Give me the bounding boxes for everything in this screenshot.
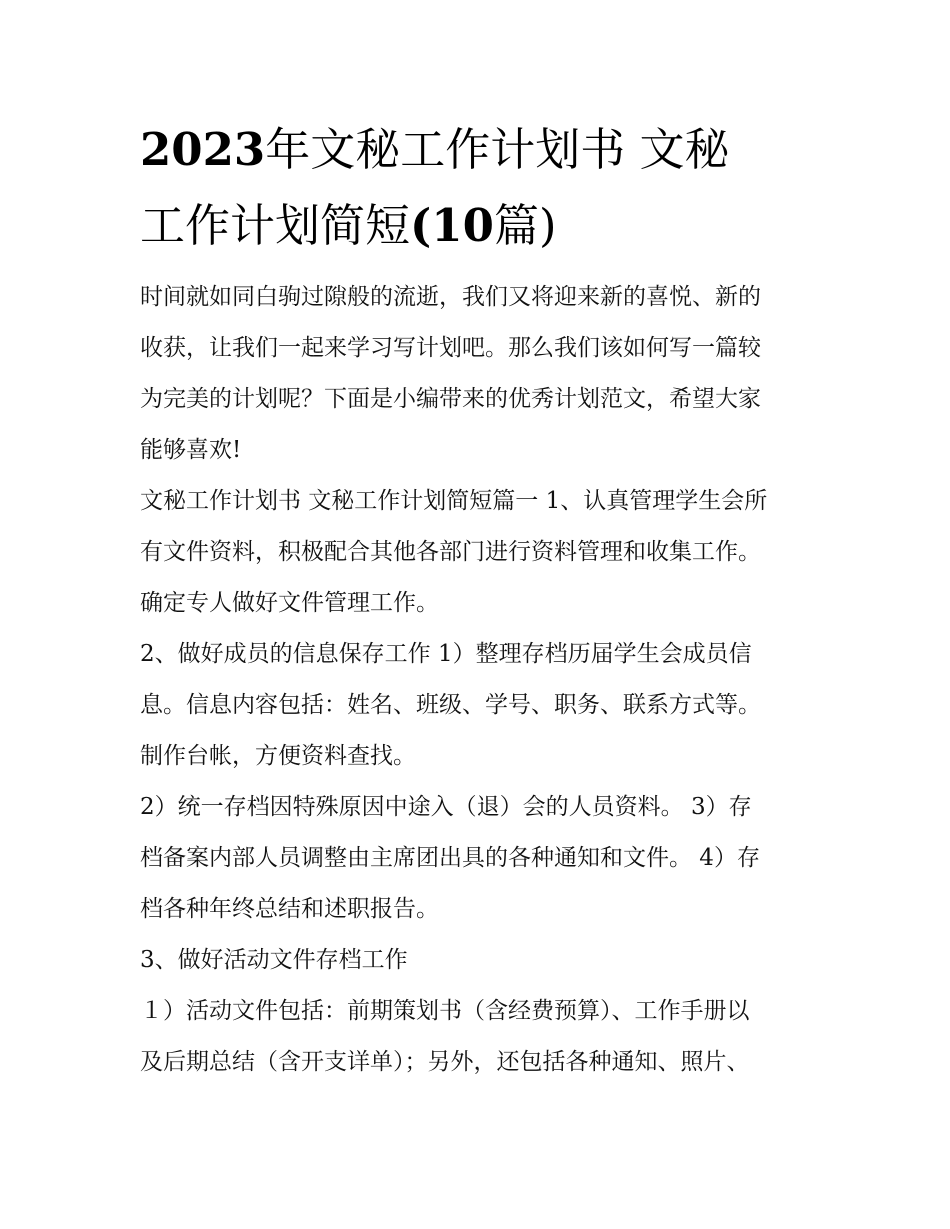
paragraph-line: 文秘工作计划书 文秘工作计划简短篇一 1、认真管理学生会所 [140, 488, 768, 514]
paragraph-list [140, 272, 816, 1088]
paragraph-line: 能够喜欢! [140, 437, 242, 463]
paragraph-line: 及后期总结（含开支详单）；另外，还包括各种通知、照片、 [140, 1049, 750, 1075]
paragraph [140, 986, 816, 1088]
paragraph-line: 为完美的计划呢？下面是小编带来的优秀计划范文，希望大家 [140, 386, 761, 412]
paragraph [140, 476, 816, 629]
paragraph-line: 制作台帐，方便资料查找。 [140, 743, 416, 769]
paragraph [140, 782, 816, 935]
title-count: (10 [410, 199, 494, 252]
paragraph [140, 935, 816, 986]
paragraph-line: 有文件资料，积极配合其他各部门进行资料管理和收集工作。 [140, 539, 761, 565]
title-year: 2023 [140, 123, 266, 176]
paragraph-line: 2、做好成员的信息保存工作 1）整理存档历届学生会成员信 [140, 641, 752, 667]
paragraph-line: 2）统一存档因特殊原因中途入（退）会的人员资料。 3）存 [140, 794, 752, 820]
paragraph-line: １）活动文件包括：前期策划书（含经费预算）、工作手册以 [140, 998, 750, 1024]
title-line-1 [140, 112, 816, 188]
paragraph-line: 息。信息内容包括：姓名、班级、学号、职务、联系方式等。 [140, 692, 761, 718]
paragraph-line: 3、做好活动文件存档工作 [140, 947, 408, 973]
paragraph [140, 629, 816, 782]
title-line-2-text: 工作计划简短 [140, 199, 411, 252]
title-line-1-text: 年文秘工作计划书 文秘 [265, 123, 730, 176]
paragraph [140, 272, 816, 476]
title-line-2-suffix: 篇) [493, 199, 557, 252]
paragraph-line: 确定专人做好文件管理工作。 [140, 590, 439, 616]
document-body [140, 112, 816, 1088]
paragraph-line: 档备案内部人员调整由主席团出具的各种通知和文件。 4）存 [140, 845, 760, 871]
paragraph-line: 收获，让我们一起来学习写计划吧。那么我们该如何写一篇较 [140, 335, 761, 361]
document-title [140, 112, 816, 264]
paragraph-line: 档各种年终总结和述职报告。 [140, 896, 439, 922]
title-line-2 [140, 188, 816, 264]
paragraph-line: 时间就如同白驹过隙般的流逝，我们又将迎来新的喜悦、新的 [140, 284, 761, 310]
